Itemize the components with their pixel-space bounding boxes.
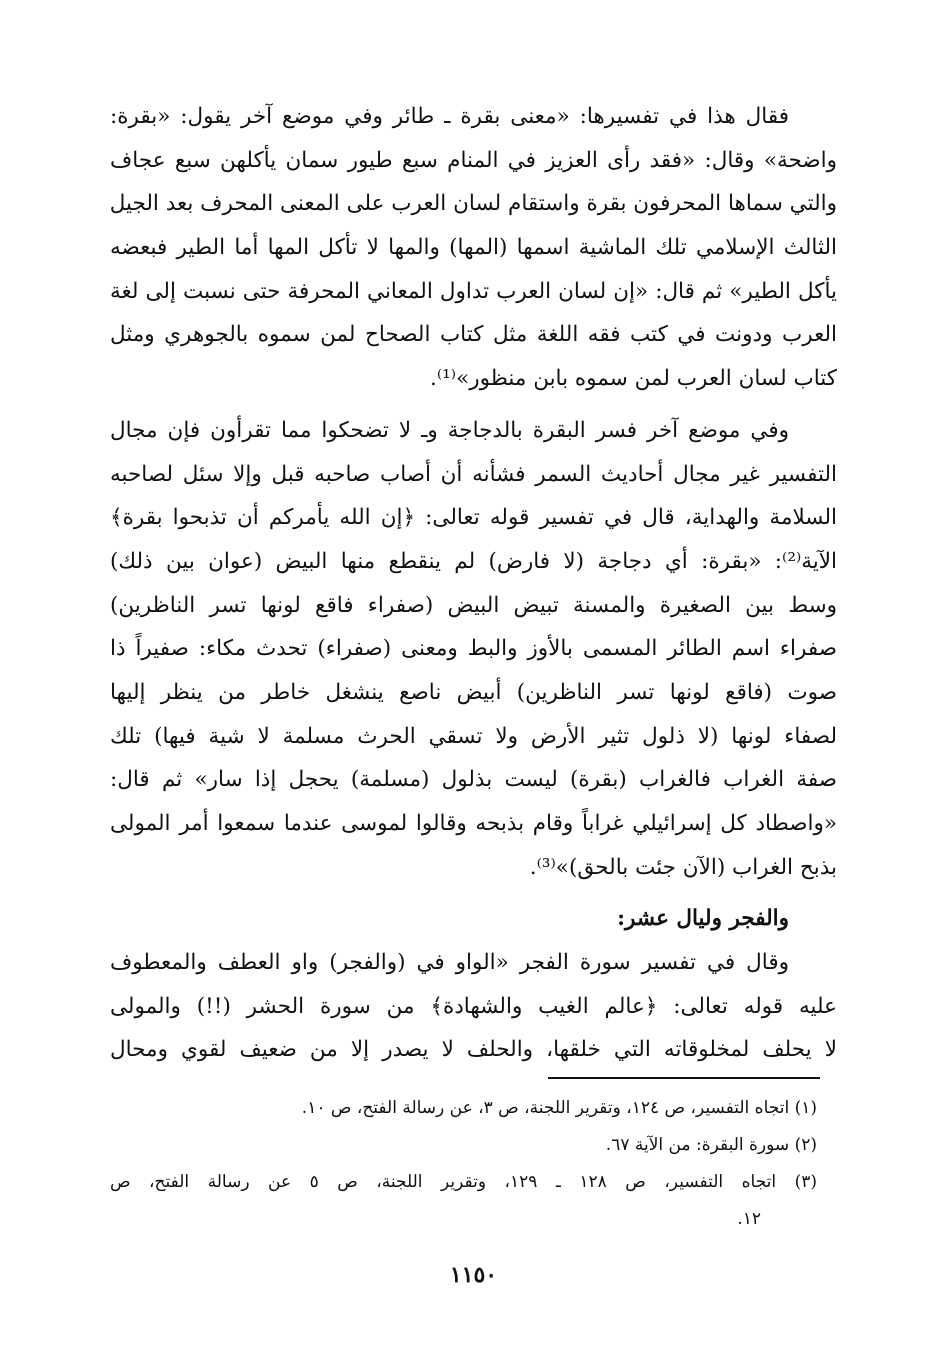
text-line: السلامة والهداية، قال في تفسير قوله تعالى: ﴿إن الله يأمركم أن تذبحوا بقرة﴾ (110, 505, 837, 531)
text-line: التفسير غير مجال أحاديث السمر فشأنه أن أصاب صاحبه قبل وإلا سئل لصاحبه (110, 461, 837, 487)
footnote-3-continuation: ١٢. (737, 1209, 761, 1229)
footnotes (110, 1090, 817, 1238)
paragraph-1 (110, 95, 837, 401)
text-line: والتي سماها المحرفون بقرة واستقام لسان العرب على المعنى المحرف بعد الجيل (110, 191, 837, 217)
text-line: واضحة» وقال: «فقد رأى العزيز في المنام سبع طيور سمان يأكلهن سبع عجاف (110, 147, 837, 173)
footnote-separator (548, 1077, 820, 1079)
text-line: صوت (فاقع لونها تسر الناظرين) أبيض ناصع ينشغل خاطر من ينظر إليها (110, 679, 837, 705)
text-line: صفراء اسم الطائر المسمى بالأوز والبط ومعنى (صفراء) تحدث مكاء: صفيراً ذا (110, 636, 837, 662)
text-line: بذبح الغراب (الآن جئت بالحق)»⁽³⁾. (529, 854, 837, 880)
text-line: يأكل الطير» ثم قال: «إن لسان العرب تداول المعاني المحرفة حتى نسبت إلى لغة (110, 278, 837, 304)
text-line: كتاب لسان العرب لمن سموه بابن منظور»⁽¹⁾. (430, 366, 837, 392)
text-line: فقال هذا في تفسيرها: «معنى بقرة ـ طائر وفي موضع آخر يقول: «بقرة: (110, 104, 789, 129)
text-line: وسط بين الصغيرة والمسنة تبيض البيض (صفراء فاقع لونها تسر الناظرين) (110, 592, 837, 618)
paragraph-2 (110, 409, 837, 890)
text-line: العرب ودونت في كتب فقه اللغة مثل كتاب الصحاح لمن سموه بالجوهري ومثل (110, 322, 837, 348)
text-line: عليه قوله تعالى: ﴿عالم الغيب والشهادة﴾ من سورة الحشر (!!) والمولى (110, 993, 837, 1019)
footnote-1: (١) اتجاه التفسير، ص ١٢٤، وتقرير اللجنة، ص ٣، عن رسالة الفتح، ص ١٠. (301, 1098, 817, 1118)
text-line: «واصطاد كل إسرائيلي غراباً وقام بذبحه وقالوا لموسى عندما سمعوا أمر المولى (110, 811, 837, 836)
text-line: الثالث الإسلامي تلك الماشية اسمها (المها) والمها لا تأكل المها أما الطير فبعضه (110, 235, 837, 261)
footnote-2: (٢) سورة البقرة: من الآية ٦٧. (605, 1135, 817, 1155)
text-line: لا يحلف لمخلوقاته التي خلقها، والحلف لا يصدر إلا من ضعيف لقوي ومحال (110, 1037, 837, 1063)
text-line: لصفاء لونها (لا ذلول تثير الأرض ولا تسقي الحرث مسلمة لا شية فيها) تلك (110, 723, 837, 749)
text-line: وقال في تفسير سورة الفجر «الواو في (والفجر) واو العطف والمعطوف (110, 950, 789, 976)
section-heading: والفجر وليال عشر: (617, 906, 789, 932)
main-text (110, 95, 837, 1072)
text-line: صفة الغراب فالغراب (بقرة) ليست بذلول (مسلمة) يحجل إذا سار» ثم قال: (110, 767, 837, 793)
text-line: وفي موضع آخر فسر البقرة بالدجاجة وـ لا تضحكوا مما تقرأون فإن مجال (110, 417, 789, 443)
page-number: ١١٥٠ (449, 1262, 498, 1288)
footnote-3: (٣) اتجاه التفسير، ص ١٢٨ ـ ١٢٩، وتقرير اللجنة، ص ٥ عن رسالة الفتح، ص (110, 1172, 818, 1192)
text-line: الآية⁽²⁾: «بقرة: أي دجاجة (لا فارض) لم ينقطع منها البيض (عوان بين ذلك) (110, 548, 837, 574)
paragraph-3 (110, 941, 837, 1072)
